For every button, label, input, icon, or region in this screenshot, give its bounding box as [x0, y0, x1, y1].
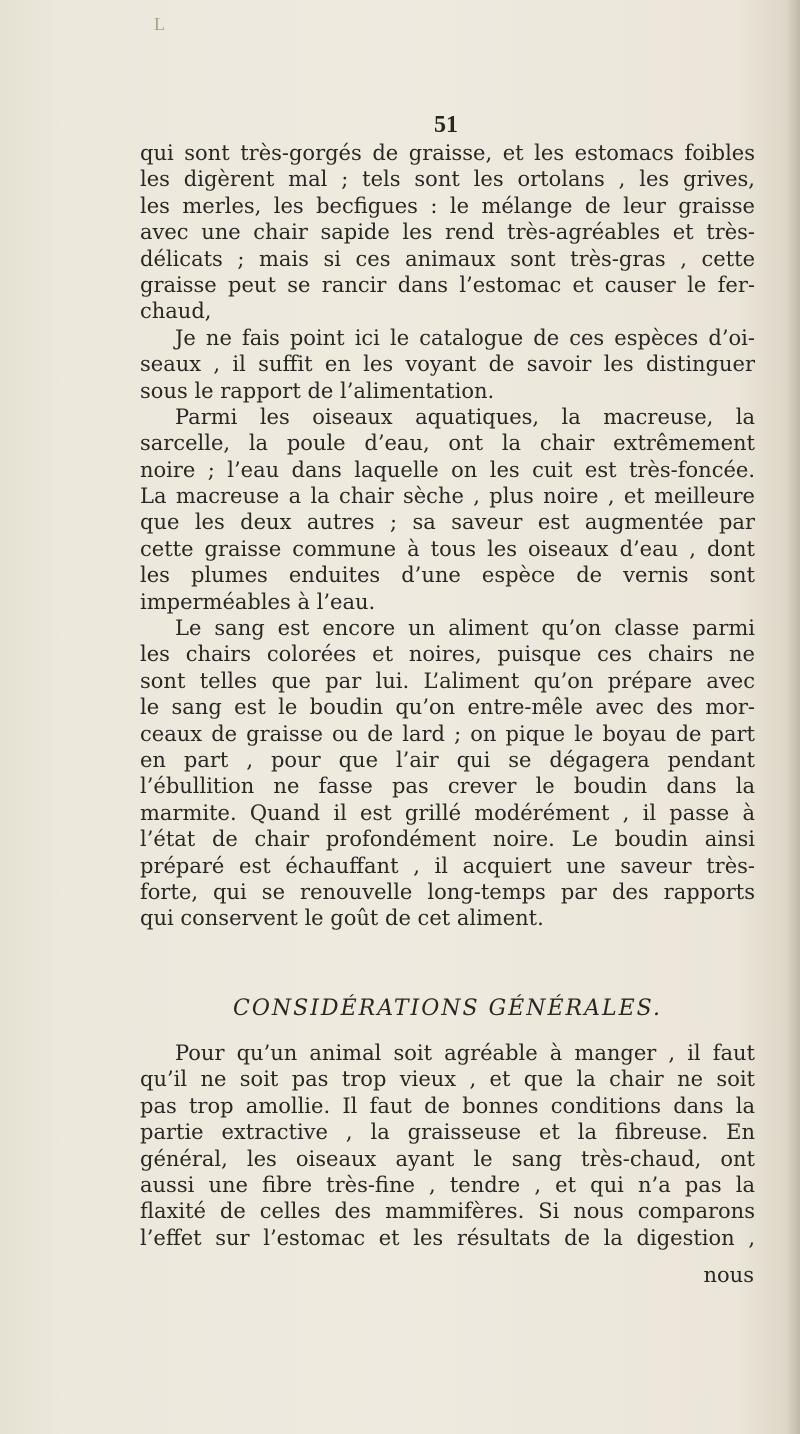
body-text-bottom [140, 1040, 755, 1251]
text-line: les plumes enduites d’une espèce de vernis sont [140, 563, 755, 588]
page-number: 51 [434, 112, 458, 138]
text-line: La macreuse a la chair sèche , plus noire , et meilleure [140, 484, 755, 509]
text-line: marmite. Quand il est grillé modérément , il passe à [140, 800, 755, 825]
text-line: général, les oiseaux ayant le sang très-chaud, ont [140, 1146, 755, 1171]
text-line: partie extractive , la graisseuse et la fibreuse. En [140, 1120, 755, 1145]
text-line: les digèrent mal ; tels sont les ortolans , les grives, [140, 167, 755, 192]
paragraph [140, 140, 755, 325]
catchword: nous [703, 1263, 754, 1287]
text-line: imperméables à l’eau. [140, 589, 376, 614]
text-line: en part , pour que l’air qui se dégagera pendant [140, 747, 755, 772]
text-line: l’ébullition ne fasse pas crever le boudin dans la [140, 774, 755, 799]
text-line: chaud, [140, 299, 212, 324]
paragraph [140, 1040, 755, 1251]
page-edge-shadow [786, 0, 800, 1434]
text-line: que les deux autres ; sa saveur est augmentée par [140, 510, 755, 535]
text-line: forte, qui se renouvelle long-temps par des rapports [140, 879, 755, 904]
text-line: l’effet sur l’estomac et les résultats de la digestion , [140, 1225, 755, 1250]
text-line: le sang est le boudin qu’on entre-mêle avec des mor- [140, 695, 755, 720]
text-line: les merles, les becfigues : le mélange de leur graisse [140, 193, 755, 218]
text-line: noire ; l’eau dans laquelle on les cuit est très-foncée. [140, 457, 755, 482]
text-line: avec une chair sapide les rend très-agréables et très- [140, 220, 755, 245]
text-line: ceaux de graisse ou de lard ; on pique le boyau de part [140, 721, 755, 746]
text-line: délicats ; mais si ces animaux sont très-gras , cette [140, 246, 755, 271]
corner-mark: L [154, 14, 165, 34]
text-line: qui sont très-gorgés de graisse, et les estomacs foibles [140, 141, 755, 165]
text-line: cette graisse commune à tous les oiseaux d’eau , dont [140, 536, 755, 561]
text-line: Je ne fais point ici le catalogue de ces espèces d’oi- [175, 325, 755, 350]
text-line: seaux , il suffit en les voyant de savoir les distinguer [140, 352, 755, 377]
text-line: qu’il ne soit pas trop vieux , et que la chair ne soit [140, 1067, 755, 1092]
text-line: graisse peut se rancir dans l’estomac et causer le fer- [140, 272, 755, 297]
text-line: l’état de chair profondément noire. Le boudin ainsi [140, 827, 755, 852]
text-line: Le sang est encore un aliment qu’on classe parmi [175, 616, 755, 641]
text-line: Parmi les oiseaux aquatiques, la macreuse, la [175, 404, 755, 429]
text-line: aussi une fibre très-fine , tendre , et qui n’a pas la [140, 1172, 755, 1197]
paragraph [140, 404, 755, 615]
text-line: sarcelle, la poule d’eau, ont la chair extrêmement [140, 431, 755, 456]
body-text-top [140, 140, 755, 932]
paragraph [140, 615, 755, 932]
paragraph [140, 325, 755, 404]
text-line: pas trop amollie. Il faut de bonnes conditions dans la [140, 1093, 755, 1118]
text-line: préparé est échauffant , il acquiert une saveur très- [140, 853, 755, 878]
text-line: les chairs colorées et noires, puisque ces chairs ne [140, 642, 755, 667]
text-line: flaxité de celles des mammifères. Si nous comparons [140, 1199, 755, 1224]
text-line: sous le rapport de l’alimentation. [140, 378, 495, 403]
text-line: qui conservent le goût de cet aliment. [140, 906, 544, 931]
text-line: sont telles que par lui. L’aliment qu’on prépare avec [140, 668, 755, 693]
section-heading: CONSIDÉRATIONS GÉNÉRALES. [233, 996, 662, 1021]
text-line: Pour qu’un animal soit agréable à manger , il faut [175, 1041, 755, 1065]
